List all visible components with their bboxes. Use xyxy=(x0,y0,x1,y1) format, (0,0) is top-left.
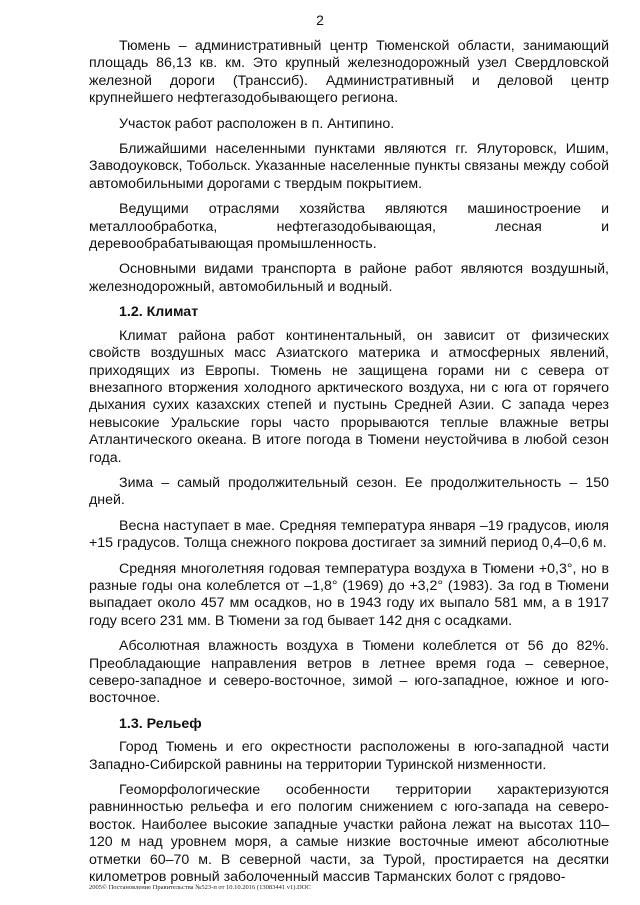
page-number: 2 xyxy=(316,12,324,28)
paragraph-tyumen-overview: Тюмень – административный центр Тюменской области, занимающий площадь 86,13 кв. км. Это крупный железнодорожный узел Свердловской железной дороги (Транссиб). Административный и деловой центр крупнейшего нефтегазодобывающего региона. xyxy=(89,38,609,107)
paragraph-geomorphology: Геоморфологические особенности территории характеризуются равнинностью рельефа и его пологим снижением с юго-запада на северо-восток. Наиболее высокие западные участки района лежат на высотах 110–120 м над уровнем моря, а самые низкие восточные имеют абсолютные отметки 60–70 м. В северной части, за Турой, простирается на десятки километров ровный заболоченный массив Тарманских болот с грядово- xyxy=(89,782,609,886)
paragraph-humidity-winds: Абсолютная влажность воздуха в Тюмени колеблется от 56 до 82%. Преобладающие направления ветров в летнее время года – северное, северо-западное и северо-восточное, зимой – юго-западное, южное и юго-восточное. xyxy=(89,638,609,707)
section-heading-climate: 1.2. Климат xyxy=(119,304,199,321)
paragraph-site-location: Участок работ расположен в п. Антипино. xyxy=(119,115,395,132)
paragraph-winter: Зима – самый продолжительный сезон. Ее продолжительность – 150 дней. xyxy=(89,474,609,509)
document-footer: 2005© Постановление Правительства №523-п от 10.10.2016 (13083441 v1).DOC xyxy=(89,884,311,891)
paragraph-climate: Климат района работ континентальный, он зависит от физических свойств воздушных масс Азиатского материка и атмосферных явлений, приходящих из Европы. Тюмень не защищена горами ни с севера от внезапного вторжения холодного арктического воздуха, ни с юга от горячего дыхания сухих казахских степей и пустынь Средней Азии. С запада через невысокие Уральские горы часто прорываются теплые влажные ветры Атлантического океана. В итоге погода в Тюмени неустойчива в любой сезон года. xyxy=(89,327,609,466)
document-body xyxy=(89,38,609,894)
paragraph-spring: Весна наступает в мае. Средняя температура января –19 градусов, июля +15 градусов. Толща снежного покрова достигает за зимний период 0,4–0,6 м. xyxy=(89,517,609,552)
paragraph-transport: Основными видами транспорта в районе работ являются воздушный, железнодорожный, автомобильный и водный. xyxy=(89,261,609,295)
paragraph-industries: Ведущими отраслями хозяйства являются машиностроение и металлообработка, нефтегазодобывающая, лесная и деревообрабатывающая промышленность. xyxy=(89,201,609,253)
paragraph-relief-location: Город Тюмень и его окрестности расположены в юго-западной части Западно-Сибирской равнины на территории Туринской низменности. xyxy=(89,739,609,773)
paragraph-annual-temperature: Средняя многолетняя годовая температура воздуха в Тюмени +0,3°, но в разные годы она колеблется от –1,8° (1969) до +3,2° (1983). За год в Тюмени выпадает около 457 мм осадков, но в 1943 году их выпало 581 мм, а в 1917 году всего 231 мм. В Тюмени за год бывает 142 дня с осадками. xyxy=(89,560,609,629)
paragraph-nearest-settlements: Ближайшими населенными пунктами являются гг. Ялуторовск, Ишим, Заводоуковск, Тобольск. Указанные населенные пункты связаны между собой автомобильными дорогами с твердым покрытием. xyxy=(89,141,609,192)
section-heading-relief: 1.3. Рельеф xyxy=(119,715,202,732)
